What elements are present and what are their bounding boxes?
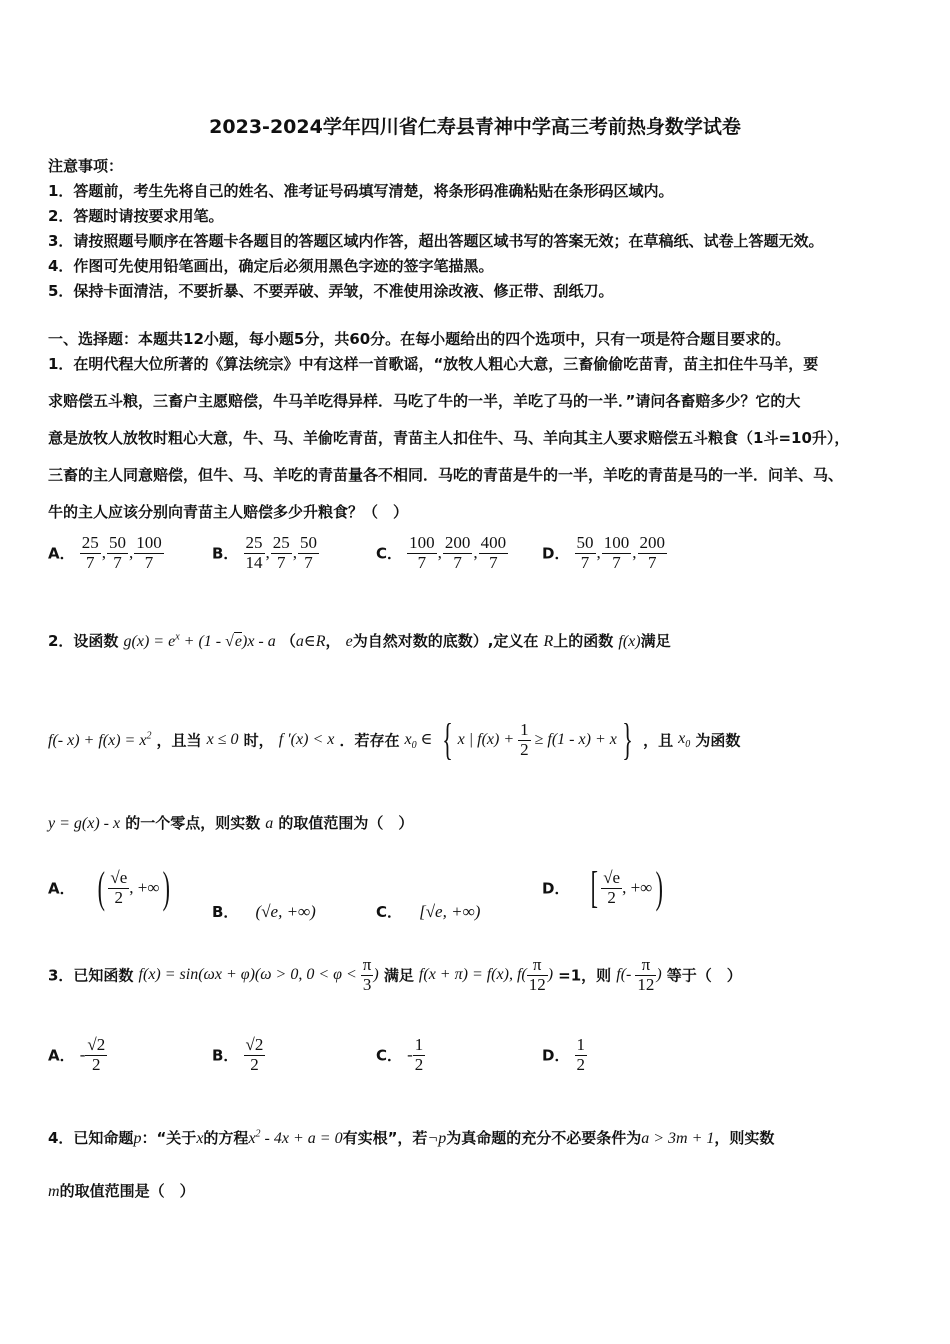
q3-option-d[interactable]: D． $\frac{1}{2}$ <box>542 1035 586 1074</box>
fraction: $\frac{1}{2}$ <box>576 1035 586 1074</box>
q1-line: 三畜的主人同意赔偿，但牛、马、羊吃的青苗量各不相同．马吃的青苗是牛的一半，羊吃的青苗是马的一半．问羊、马、 <box>48 466 844 484</box>
q3-option-b[interactable]: B． $\frac{√2}{2}$ <box>212 1035 264 1074</box>
q2-option-b[interactable]: B． (√e, +∞) <box>212 902 316 921</box>
q1-line: 1．在明代程大位所著的《算法统宗》中有这样一首歌谣，“放牧人粗心大意，三畜偷偷吃苗青，苗主扣住牛马羊，要 <box>48 355 819 373</box>
fraction: $\frac{400}{7}$ <box>480 533 507 572</box>
fraction: $\frac{\pi}{3}$ <box>362 955 372 994</box>
fraction: $\frac{100}{7}$ <box>136 533 162 572</box>
q1-option-d[interactable]: D． $\frac{50}{7}$ , $\frac{100}{7}$ , $\frac{200}{7}$ <box>542 533 666 572</box>
fraction: $\frac{100}{7}$ <box>409 533 435 572</box>
notice-item: 3．请按照题号顺序在答题卡各题目的答题区域内作答，超出答题区域书写的答案无效；在草稿纸、试卷上答题无效。 <box>48 232 824 250</box>
page-title: 2023-2024学年四川省仁寿县青神中学高三考前热身数学试卷 <box>209 116 741 138</box>
fraction: $\frac{1}{2}$ <box>414 1035 424 1074</box>
fraction: $\frac{25}{14}$ <box>245 533 263 572</box>
q1-line: 牛的主人应该分别向青苗主人赔偿多少升粮食？（ ） <box>48 503 409 521</box>
fraction: $\frac{50}{7}$ <box>576 533 594 572</box>
option-label: A． <box>48 544 75 563</box>
fraction: $\frac{\pi}{12}$ <box>528 955 546 994</box>
notice-item: 1．答题前，考生先将自己的姓名、准考证号码填写清楚，将条形码准确粘贴在条形码区域内。 <box>48 182 674 200</box>
notice-heading: 注意事项： <box>48 157 124 175</box>
fraction: $\frac{√e}{2}$ <box>603 867 621 907</box>
q1-option-c[interactable]: C． $\frac{100}{7}$ , $\frac{200}{7}$ , $\frac{400}{7}$ <box>376 533 507 572</box>
q3-option-a[interactable]: A． - $\frac{√2}{2}$ <box>48 1035 106 1074</box>
fraction: $\frac{25}{7}$ <box>81 533 99 572</box>
q2-option-a[interactable]: A． ( $\frac{√e}{2}$ , +∞) <box>48 863 171 912</box>
q1-line: 求赔偿五斗粮，三畜户主愿赔偿，牛马羊吃得异样．马吃了牛的一半，羊吃了马的一半．”请问各畜赔多少？它的大 <box>48 392 801 410</box>
q2-line-1: 2．设函数 $g(x) = e^x + (1 - √e)x - a$ （a∈R， e为自然对数的底数）,定义在 R上的函数 f(x)满足 <box>48 631 671 650</box>
fraction: $\frac{200}{7}$ <box>639 533 666 572</box>
q1-option-b[interactable]: B． $\frac{25}{14}$ , $\frac{25}{7}$ , $\frac{50}{7}$ <box>212 533 318 572</box>
formula: $g(x) = e^x + (1 - √e)x - a$ <box>123 631 276 650</box>
notice-item: 5．保持卡面清洁，不要折暴、不要弄破、弄皱，不准使用涂改液、修正带、刮纸刀。 <box>48 282 614 300</box>
fraction: $\frac{1}{2}$ <box>520 719 529 759</box>
fraction: $\frac{25}{7}$ <box>272 533 290 572</box>
q2-option-d[interactable]: D． [ $\frac{√e}{2}$ , +∞) <box>542 863 664 912</box>
q2-option-c[interactable]: C． [√e, +∞) <box>376 902 481 921</box>
q3-stem: 3．已知函数 f(x) = sin(ωx + φ)(ω > 0, 0 < φ < $\frac{\pi}{3}$ ) 满足 f(x + π) = f(x), f( $\frac{\pi}{12}$ ) =1，则 f(- $\frac{\pi}{12}$ ) 等于（ ） <box>48 955 742 994</box>
q1-line: 意是放牧人放牧时粗心大意，牛、马、羊偷吃青苗，青苗主人扣住牛、马、羊向其主人要求赔偿五斗粮食（1斗=10升）， <box>48 429 850 447</box>
fraction: $\frac{√2}{2}$ <box>87 1035 106 1074</box>
fraction: $\frac{100}{7}$ <box>603 533 630 572</box>
option-label: D． <box>542 544 570 563</box>
fraction: $\frac{√e}{2}$ <box>110 867 128 907</box>
fraction: $\frac{\pi}{12}$ <box>637 955 655 994</box>
q2-line-3: y = g(x) - x 的一个零点，则实数 a 的取值范围为（ ） <box>48 814 414 832</box>
notice-item: 4．作图可先使用铅笔画出，确定后必须用黑色字迹的签字笔描黑。 <box>48 257 494 275</box>
set-formula: $x_0$ ∈ <box>404 730 437 752</box>
fraction: $\frac{√2}{2}$ <box>245 1035 264 1074</box>
q2-line-2: f(- $x) + f(x) = x^2$ ，且当 x ≤ 0 时， f ′(x) < x ．若存在 $x_0$ ∈ { x | f(x) + $\frac{1}{2}$ ≥ f(1 - x) + x } ，且 $x_0$ 为函数 <box>48 715 741 764</box>
option-label: B． <box>212 544 239 563</box>
fraction: $\frac{200}{7}$ <box>444 533 471 572</box>
q4-stem: 4．已知命题p：“关于x的方程$x^2 - 4x + a = 0$有实根”，若¬p为真命题的充分不必要条件为a > 3m + 1，则实数 <box>48 1128 775 1147</box>
fraction: $\frac{50}{7}$ <box>108 533 126 572</box>
fraction: $\frac{50}{7}$ <box>300 533 318 572</box>
q3-option-c[interactable]: C． - $\frac{1}{2}$ <box>376 1035 424 1074</box>
formula: f(- $x) + f(x) = x^2$ <box>48 730 152 749</box>
q1-option-a[interactable]: A． $\frac{25}{7}$ , $\frac{50}{7}$ , $\frac{100}{7}$ <box>48 533 162 572</box>
section-heading: 一、选择题：本题共12小题，每小题5分，共60分。在每小题给出的四个选项中，只有一项是符合题目要求的。 <box>48 330 791 348</box>
option-label: C． <box>376 544 403 563</box>
q4-stem-2: m的取值范围是（ ） <box>48 1182 195 1200</box>
notice-item: 2．答题时请按要求用笔。 <box>48 207 224 225</box>
